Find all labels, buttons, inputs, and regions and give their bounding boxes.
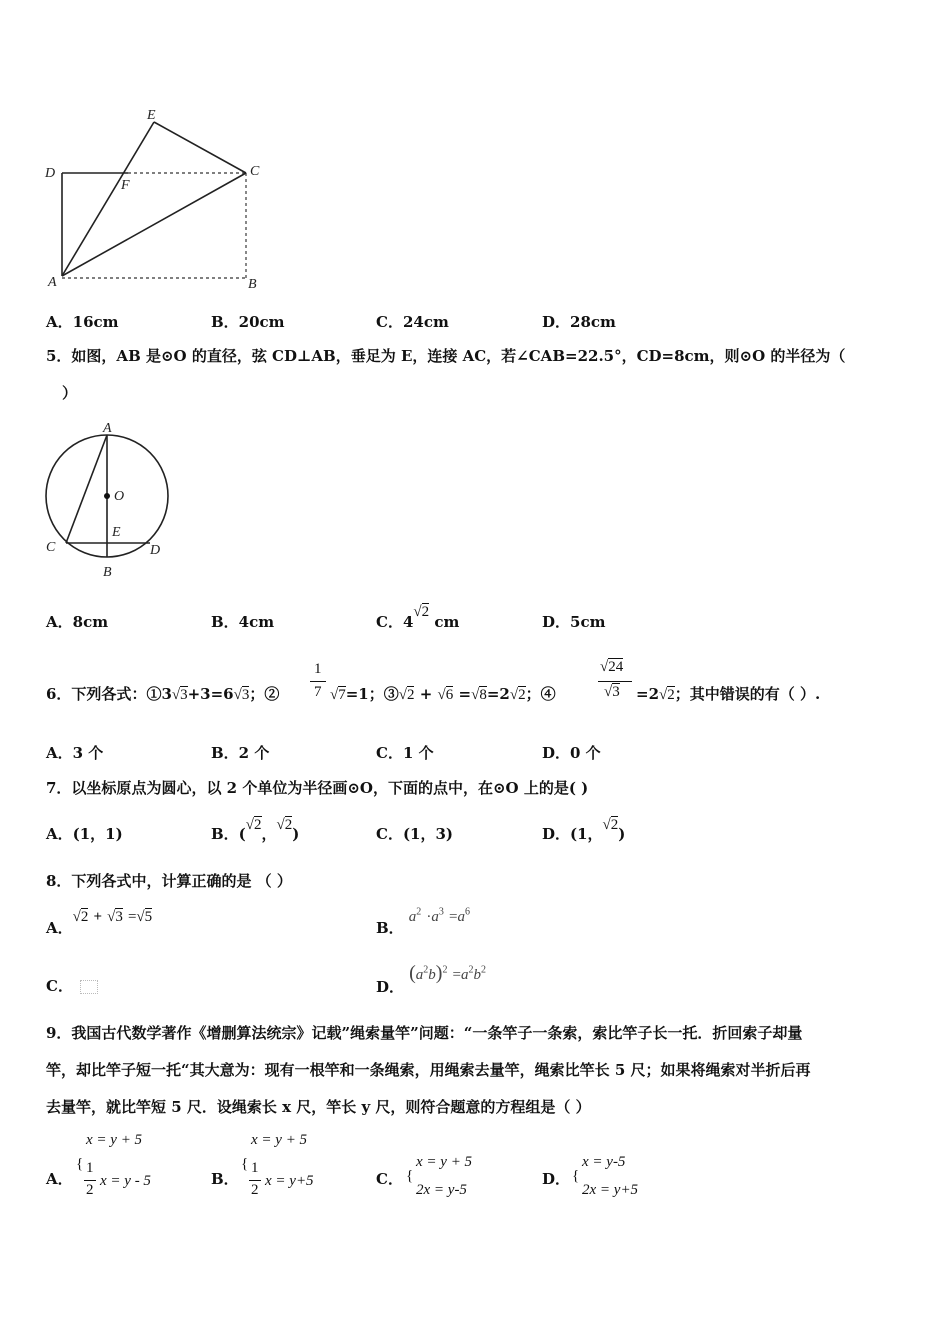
label-B: B [103, 565, 112, 580]
line-AE [62, 122, 154, 276]
q6-option-c[interactable]: C．1 个 [376, 744, 434, 762]
q9-a-bot: x = y - 5 [100, 1173, 151, 1189]
q9-option-c[interactable] [376, 1152, 526, 1212]
q9-a-num: 1 [86, 1160, 94, 1176]
q9-b-bot: x = y+5 [265, 1173, 314, 1189]
sqrt-symbol: √ [136, 909, 145, 925]
sqrt-symbol: √ [330, 687, 339, 703]
q9-b-den: 2 [251, 1182, 259, 1198]
q8-a-r3: 5 [144, 909, 153, 925]
q9-d-top: x = y-5 [582, 1154, 626, 1170]
q8-b-a3: a [457, 909, 465, 925]
q8-c-label: C． [46, 977, 73, 995]
label-D: D [150, 543, 161, 558]
q6-p2-fracline [310, 681, 326, 682]
q7-text: 7．以坐标原点为圆心，以 2 个单位为半径画⊙O，下面的点中，在⊙O 上的是( ) [46, 779, 589, 797]
q6-p1-rad2: 3 [241, 687, 250, 703]
sqrt-symbol: √ [471, 687, 480, 703]
q7-option-b[interactable] [211, 813, 300, 843]
q5-text: 5．如图，AB 是⊙O 的直径，弦 CD⊥AB，垂足为 E，连接 AC，若∠CAB=22.5°，CD=8cm，则⊙O 的半径为（ [46, 347, 846, 365]
q8-text: 8．下列各式中，计算正确的是 （ ） [46, 872, 292, 890]
q7-option-c[interactable]: C．(1，3) [376, 825, 454, 843]
q6-p4-fracline [598, 681, 632, 682]
q7-d-r: 2 [610, 817, 619, 833]
q9-c-label: C． [376, 1170, 403, 1188]
q9-c-top: x = y + 5 [416, 1154, 473, 1170]
q4-option-d[interactable]: D．28cm [542, 313, 616, 331]
q8-d-a2: a [461, 967, 469, 983]
q5-option-d[interactable]: D．5cm [542, 613, 606, 631]
q6-p4-rest [636, 683, 820, 704]
q8-d-eq: = [452, 967, 462, 983]
q4-option-a[interactable]: A．16cm [46, 313, 119, 331]
label-E: E [112, 525, 121, 540]
q9-a-brace: { [76, 1156, 84, 1172]
q8-a-label: A． [46, 919, 73, 937]
q9-a-fracline [84, 1180, 96, 1181]
q6-p3-mid: =2 [486, 685, 510, 703]
q5-option-b[interactable]: B．4cm [211, 613, 275, 631]
sqrt-symbol: √ [107, 909, 116, 925]
q6-p2-rad: 7 [338, 687, 346, 703]
q8-d-close: ) [435, 962, 443, 984]
q6-line [46, 683, 279, 704]
q6-p4-mid: =2 [636, 685, 660, 703]
q7-d-end: ) [618, 825, 626, 843]
q9-b-fracline [249, 1180, 261, 1181]
q8-c-broken-image-icon [80, 980, 98, 994]
q9-b-brace: { [241, 1156, 249, 1172]
q8-b-a1: a [408, 909, 417, 925]
q6-p2-den: 7 [314, 684, 322, 700]
q9-c-bot: 2x = y-5 [416, 1182, 467, 1198]
sqrt-symbol: √ [437, 687, 446, 703]
q8-a-eq: = [127, 909, 137, 925]
q6-p2-end: =1；③ [345, 685, 399, 703]
q8-d-label: D． [376, 978, 405, 996]
q9-d-brace: { [572, 1168, 580, 1184]
q7-b-pre: B．( [211, 825, 246, 843]
q6-option-d[interactable]: D．0 个 [542, 744, 601, 762]
q8-d-open: ( [409, 962, 416, 984]
q8-d-b: b [428, 967, 436, 983]
q5-c-radicand: 2 [421, 604, 430, 620]
label-A: A [103, 421, 112, 436]
q6-p3-r3: 8 [479, 687, 487, 703]
sqrt-symbol: √ [659, 687, 668, 703]
q6-p1-mid: +3=6 [187, 685, 234, 703]
q6-p3-end: ；④ [525, 685, 556, 703]
q6-p1-rad: 3 [180, 687, 188, 703]
q8-b-e2: 3 [438, 906, 444, 918]
q9-option-b[interactable] [211, 1130, 361, 1210]
q9-a-label: A． [46, 1170, 73, 1188]
q7-d-pre: D．(1， [542, 825, 603, 843]
label-B: B [248, 277, 257, 292]
label-C: C [46, 540, 56, 555]
line-AC [66, 435, 107, 543]
q6-p4-num-rad: 24 [608, 659, 624, 675]
q8-option-a[interactable] [46, 905, 153, 937]
q7-b-r1: 2 [254, 817, 262, 833]
q7-option-a[interactable]: A．(1，1) [46, 825, 123, 843]
q6-p3-eq: = [458, 685, 472, 703]
q6-p1-end: ；② [249, 685, 280, 703]
q9-option-a[interactable] [46, 1130, 196, 1210]
q5-text-end: ） [62, 384, 78, 402]
q7-b-r2: 2 [284, 817, 293, 833]
q9-b-num: 1 [251, 1160, 259, 1176]
q7-b-comma: ， [261, 825, 277, 843]
q4-option-b[interactable]: B．20cm [211, 313, 285, 331]
sqrt-symbol: √ [413, 604, 422, 620]
figure-rectangle [40, 100, 270, 300]
sqrt-symbol: √ [398, 687, 407, 703]
q7-b-end: ) [292, 825, 300, 843]
q5-option-a[interactable]: A．8cm [46, 613, 109, 631]
q8-d-e1: 2 [423, 964, 429, 976]
q6-p3-r1: 2 [406, 687, 415, 703]
q8-b-e1: 2 [416, 906, 422, 918]
q6-p2-rest [330, 683, 556, 704]
q8-d-e2: 2 [442, 964, 448, 976]
q6-p4-den: √3 [604, 684, 620, 700]
label-D: D [45, 166, 56, 181]
q6-p3-r2: 6 [445, 687, 454, 703]
q9-option-d[interactable] [542, 1152, 692, 1212]
q6-prefix: 6．下列各式：①3 [46, 685, 172, 703]
q5-option-c[interactable] [376, 600, 460, 631]
q8-b-e3: 6 [464, 906, 470, 918]
q6-p3-plus: + [419, 685, 433, 703]
q9-b-top: x = y + 5 [251, 1132, 308, 1148]
label-F: F [121, 178, 130, 193]
q8-b-eq: = [448, 909, 458, 925]
sqrt-symbol: √ [233, 687, 242, 703]
q8-d-e4: 2 [481, 964, 487, 976]
q7-option-d[interactable] [542, 813, 626, 843]
q8-a-r1: 2 [80, 909, 89, 925]
q6-option-a[interactable]: A．3 个 [46, 744, 104, 762]
q6-p4-den-rad: 3 [612, 684, 620, 700]
q8-a-plus: + [93, 909, 103, 925]
q8-option-c[interactable] [46, 975, 98, 996]
q9-d-label: D． [542, 1170, 571, 1188]
q9-text-line3: 去量竿，就比竿短 5 尺．设绳索长 x 尺，竿长 y 尺，则符合题意的方程组是（ ） [46, 1098, 591, 1116]
q6-p3-r4: 2 [518, 687, 526, 703]
label-E: E [147, 108, 156, 123]
q9-a-den: 2 [86, 1182, 94, 1198]
q4-option-c[interactable]: C．24cm [376, 313, 449, 331]
q6-p4-r: 2 [667, 687, 675, 703]
q8-b-dot: · [426, 909, 432, 925]
q9-c-brace: { [406, 1168, 414, 1184]
label-C: C [250, 164, 260, 179]
q8-d-b2: b [473, 967, 482, 983]
q8-option-d[interactable] [376, 962, 487, 996]
q6-p4-num: √24 [600, 659, 624, 675]
sqrt-symbol: √ [602, 817, 611, 833]
q5-c-prefix: C．4 [376, 613, 414, 631]
q6-p2-num: 1 [314, 661, 322, 677]
q6-suffix: ；其中错误的有（ ）. [674, 685, 821, 703]
figure-circle [40, 418, 175, 583]
center-dot [104, 493, 110, 499]
q8-b-a2: a [431, 909, 439, 925]
sqrt-symbol: √ [276, 817, 285, 833]
q9-a-top: x = y + 5 [86, 1132, 143, 1148]
label-O: O [114, 489, 125, 504]
sqrt-symbol: √ [171, 687, 181, 703]
sqrt-symbol: √ [245, 817, 255, 833]
label-A: A [48, 275, 57, 290]
q8-d-a: a [415, 967, 424, 983]
line-AC [62, 173, 246, 276]
q8-option-b[interactable] [376, 905, 470, 937]
q6-option-b[interactable]: B．2 个 [211, 744, 270, 762]
q9-d-bot: 2x = y+5 [582, 1182, 639, 1198]
q8-d-e3: 2 [468, 964, 474, 976]
q9-text-line2: 竿，却比竿子短一托“其大意为：现有一根竿和一条绳索，用绳索去量竿，绳索比竿长 5 尺；如果将绳索对半折后再 [46, 1061, 811, 1079]
sqrt-symbol: √ [509, 687, 519, 703]
q9-b-label: B． [211, 1170, 239, 1188]
q8-b-label: B． [376, 919, 404, 937]
q9-text-line1: 9．我国古代数学著作《增删算法统宗》记载”绳索量竿”问题：“一条竿子一条索，索比竿子长一托．折回索子却量 [46, 1024, 803, 1042]
q5-c-unit: cm [434, 613, 460, 631]
sqrt-symbol: √ [72, 909, 81, 925]
q8-a-r2: 3 [115, 909, 123, 925]
line-EC [154, 122, 246, 173]
